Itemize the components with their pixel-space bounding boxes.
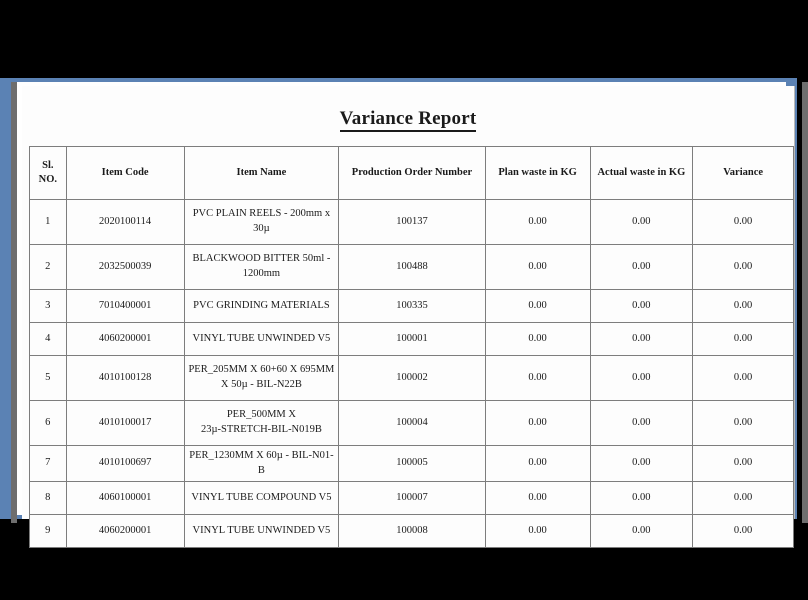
- cell-variance: 0.00: [693, 290, 794, 323]
- table-row: [30, 515, 794, 548]
- table-row: [30, 323, 794, 356]
- cell-sl-no: 5: [30, 356, 67, 401]
- cell-item-name-line1: VINYL TUBE UNWINDED V5: [192, 332, 331, 344]
- cell-item-code: 4010100128: [66, 356, 184, 401]
- cell-actual-waste: 0.00: [590, 446, 693, 482]
- cell-plan-waste: 0.00: [485, 401, 590, 446]
- cell-variance: 0.00: [693, 356, 794, 401]
- cell-item-name: [184, 290, 339, 323]
- cell-item-code: 7010400001: [66, 290, 184, 323]
- column-header-item-code: Item Code: [66, 147, 184, 200]
- cell-item-name-line1: VINYL TUBE COMPOUND V5: [191, 492, 332, 504]
- cell-item-code: 2020100114: [66, 200, 184, 245]
- cell-production-order-number: 100335: [339, 290, 485, 323]
- table-row: [30, 482, 794, 515]
- cell-actual-waste: 0.00: [590, 290, 693, 323]
- table-body: [30, 200, 794, 548]
- cell-sl-no: 2: [30, 245, 67, 290]
- cell-actual-waste: 0.00: [590, 245, 693, 290]
- cell-item-name-line2: 1200mm: [242, 268, 281, 279]
- cell-variance: 0.00: [693, 446, 794, 482]
- cell-variance: 0.00: [693, 245, 794, 290]
- cell-actual-waste: 0.00: [590, 200, 693, 245]
- cell-item-name-line1: PER_1230MM X 60µ - BIL-N01-B: [189, 450, 334, 476]
- column-header-production-order-number: Production Order Number: [339, 147, 485, 200]
- cell-sl-no: 4: [30, 323, 67, 356]
- cell-actual-waste: 0.00: [590, 401, 693, 446]
- page-title-text: Variance Report: [340, 108, 477, 132]
- table-row: [30, 356, 794, 401]
- cell-variance: 0.00: [693, 323, 794, 356]
- cell-sl-no: 9: [30, 515, 67, 548]
- cell-actual-waste: 0.00: [590, 323, 693, 356]
- cell-sl-no: 7: [30, 446, 67, 482]
- cell-variance: 0.00: [693, 200, 794, 245]
- cell-actual-waste: 0.00: [590, 356, 693, 401]
- cell-item-name: [184, 323, 339, 356]
- cell-item-name-line1: PVC GRINDING MATERIALS: [193, 299, 330, 311]
- cell-item-name-line2: X 50µ - BIL-N22B: [220, 379, 302, 390]
- cell-item-name-line1: PVC PLAIN REELS - 200mm x: [192, 208, 331, 220]
- cell-variance: 0.00: [693, 482, 794, 515]
- page-gutter-left: [11, 82, 17, 523]
- cell-plan-waste: 0.00: [485, 200, 590, 245]
- cell-sl-no: 3: [30, 290, 67, 323]
- cell-sl-no: 8: [30, 482, 67, 515]
- cell-production-order-number: 100005: [339, 446, 485, 482]
- cell-production-order-number: 100002: [339, 356, 485, 401]
- cell-item-name: [184, 401, 339, 446]
- cell-item-name: [184, 515, 339, 548]
- document-viewer: [0, 78, 800, 537]
- cell-item-name-line1: PER_205MM X 60+60 X 695MM: [188, 364, 335, 376]
- cell-variance: 0.00: [693, 401, 794, 446]
- cell-actual-waste: 0.00: [590, 482, 693, 515]
- cell-item-name: [184, 482, 339, 515]
- page-gutter-right: [802, 82, 808, 523]
- cell-item-name-line2: 30µ: [253, 223, 270, 234]
- column-header-item-name: Item Name: [184, 147, 339, 200]
- cell-actual-waste: 0.00: [590, 515, 693, 548]
- column-header-sl-line2: NO.: [38, 174, 57, 185]
- cell-item-name-line1: VINYL TUBE UNWINDED V5: [192, 525, 331, 537]
- cell-production-order-number: 100001: [339, 323, 485, 356]
- cell-plan-waste: 0.00: [485, 323, 590, 356]
- cell-production-order-number: 100007: [339, 482, 485, 515]
- cell-plan-waste: 0.00: [485, 446, 590, 482]
- cell-variance: 0.00: [693, 515, 794, 548]
- cell-item-code: 4010100697: [66, 446, 184, 482]
- page-border-frame: [0, 78, 797, 537]
- cell-plan-waste: 0.00: [485, 245, 590, 290]
- cell-plan-waste: 0.00: [485, 482, 590, 515]
- cell-item-name: [184, 245, 339, 290]
- cell-item-code: 4010100017: [66, 401, 184, 446]
- cell-production-order-number: 100488: [339, 245, 485, 290]
- table-row: [30, 290, 794, 323]
- variance-report-table: [29, 146, 794, 548]
- cell-plan-waste: 0.00: [485, 515, 590, 548]
- table-header: [30, 147, 794, 200]
- cell-item-code: 2032500039: [66, 245, 184, 290]
- cell-production-order-number: 100137: [339, 200, 485, 245]
- column-header-actual-waste: Actual waste in KG: [590, 147, 693, 200]
- cell-sl-no: 1: [30, 200, 67, 245]
- cell-item-name: [184, 200, 339, 245]
- table-row: [30, 446, 794, 482]
- cell-item-name-line1: BLACKWOOD BITTER 50ml -: [192, 253, 331, 265]
- cell-item-code: 4060200001: [66, 515, 184, 548]
- cell-production-order-number: 100004: [339, 401, 485, 446]
- cell-production-order-number: 100008: [339, 515, 485, 548]
- cell-item-name-line2: 23µ-STRETCH-BIL-N019B: [200, 424, 322, 435]
- cell-plan-waste: 0.00: [485, 290, 590, 323]
- cell-item-name: [184, 356, 339, 401]
- cell-sl-no: 6: [30, 401, 67, 446]
- table-header-row: [30, 147, 794, 200]
- column-header-sl-no: [30, 147, 67, 200]
- cell-item-name-line1: PER_500MM X: [226, 409, 296, 421]
- cell-item-code: 4060200001: [66, 323, 184, 356]
- report-page: [22, 86, 794, 537]
- cell-item-code: 4060100001: [66, 482, 184, 515]
- table-row: [30, 245, 794, 290]
- page-title: [22, 108, 794, 130]
- column-header-sl-line1: Sl.: [42, 159, 54, 171]
- column-header-plan-waste: Plan waste in KG: [485, 147, 590, 200]
- table-row: [30, 200, 794, 245]
- page-edge-shadow: [794, 86, 795, 519]
- column-header-variance: Variance: [693, 147, 794, 200]
- cell-plan-waste: 0.00: [485, 356, 590, 401]
- table-row: [30, 401, 794, 446]
- cell-item-name: [184, 446, 339, 482]
